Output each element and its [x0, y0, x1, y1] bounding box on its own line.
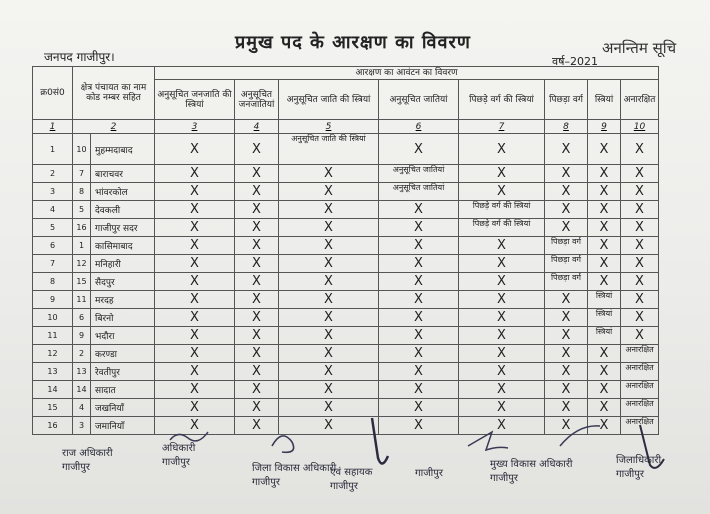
cross-mark: X: [279, 291, 379, 309]
block-name: करण्डा: [91, 345, 155, 363]
table-row: [33, 165, 659, 183]
cross-mark: X: [621, 237, 659, 255]
block-code: 15: [73, 273, 91, 291]
block-code: 14: [73, 381, 91, 399]
cross-mark: X: [621, 291, 659, 309]
cross-mark: X: [379, 291, 459, 309]
table-row: [33, 309, 659, 327]
column-number: 4: [235, 120, 279, 134]
reservation-table: [32, 66, 659, 435]
cross-mark: X: [545, 165, 588, 183]
allocation-group-header: आरक्षण का आवंटन का विवरण: [155, 67, 659, 80]
reserved-category: पिछड़ा वर्ग: [545, 273, 588, 291]
cross-mark: X: [545, 417, 588, 435]
cross-mark: X: [279, 273, 379, 291]
serial-number: 5: [33, 219, 73, 237]
serial-number: 8: [33, 273, 73, 291]
block-name: भांवरकोल: [91, 183, 155, 201]
block-code: 13: [73, 363, 91, 381]
category-header: अनुसूचित जनजातियां: [235, 80, 279, 120]
cross-mark: X: [621, 255, 659, 273]
cross-mark: X: [155, 399, 235, 417]
provisional-status: अनन्तिम सूचि: [602, 39, 677, 57]
reserved-category: अनारक्षित: [621, 399, 659, 417]
block-name: मुहम्मदाबाद: [91, 134, 155, 165]
cross-mark: X: [459, 327, 545, 345]
category-header: अनुसूचित जाति की स्त्रियां: [279, 80, 379, 120]
block-code: 10: [73, 134, 91, 165]
cross-mark: X: [459, 237, 545, 255]
category-header: स्त्रियां: [588, 80, 621, 120]
block-name: सैदपुर: [91, 273, 155, 291]
cross-mark: X: [621, 273, 659, 291]
column-number: 2: [73, 120, 155, 134]
block-code: 6: [73, 309, 91, 327]
cross-mark: X: [459, 291, 545, 309]
signature-title: मुख्य विकास अधिकारी: [490, 459, 573, 470]
cross-mark: X: [545, 183, 588, 201]
table-row: [33, 327, 659, 345]
cross-mark: X: [459, 345, 545, 363]
block-name: मरदह: [91, 291, 155, 309]
block-name: गाजीपुर सदर: [91, 219, 155, 237]
serial-number: 1: [33, 134, 73, 165]
cross-mark: X: [621, 327, 659, 345]
column-number: 9: [588, 120, 621, 134]
block-code: 9: [73, 327, 91, 345]
cross-mark: X: [588, 417, 621, 435]
signature-title: अधिकारी: [162, 443, 196, 454]
cross-mark: X: [379, 219, 459, 237]
reserved-category: अनारक्षित: [621, 381, 659, 399]
official-signature: [490, 456, 573, 484]
cross-mark: X: [459, 165, 545, 183]
signature-place: गाजीपुर: [616, 469, 644, 480]
cross-mark: X: [379, 273, 459, 291]
cross-mark: X: [155, 201, 235, 219]
cross-mark: X: [588, 273, 621, 291]
column-number: 1: [33, 120, 73, 134]
table-row: [33, 201, 659, 219]
column-number: 8: [545, 120, 588, 134]
cross-mark: X: [621, 201, 659, 219]
cross-mark: X: [235, 309, 279, 327]
cross-mark: X: [379, 363, 459, 381]
category-header: अनुसूचित जनजाति की स्त्रियां: [155, 80, 235, 120]
reserved-category: स्त्रियां: [588, 291, 621, 309]
block-code: 7: [73, 165, 91, 183]
cross-mark: X: [155, 237, 235, 255]
cross-mark: X: [279, 399, 379, 417]
cross-mark: X: [588, 399, 621, 417]
column-number: 10: [621, 120, 659, 134]
column-number: 3: [155, 120, 235, 134]
serial-number: 6: [33, 237, 73, 255]
reserved-category: अनुसूचित जातियां: [379, 183, 459, 201]
block-name: रेवतीपुर: [91, 363, 155, 381]
serial-number: 9: [33, 291, 73, 309]
column-number: 5: [279, 120, 379, 134]
cross-mark: X: [379, 255, 459, 273]
table-row: [33, 345, 659, 363]
block-code: 2: [73, 345, 91, 363]
table-row: [33, 381, 659, 399]
block-code: 1: [73, 237, 91, 255]
cross-mark: X: [588, 381, 621, 399]
cross-mark: X: [379, 327, 459, 345]
block-name: देवकली: [91, 201, 155, 219]
table-row: [33, 255, 659, 273]
cross-mark: X: [279, 327, 379, 345]
block-name: मनिहारी: [91, 255, 155, 273]
block-code: 3: [73, 417, 91, 435]
signature-title: जिला विकास अधिकारी: [252, 463, 337, 474]
reserved-category: पिछड़े वर्ग की स्त्रियां: [459, 201, 545, 219]
reserved-category: पिछड़े वर्ग की स्त्रियां: [459, 219, 545, 237]
block-name: सादात: [91, 381, 155, 399]
signature-title: राज अधिकारी: [62, 448, 113, 459]
cross-mark: X: [621, 134, 659, 165]
category-header: अनुसूचित जातियां: [379, 80, 459, 120]
cross-mark: X: [588, 134, 621, 165]
cross-mark: X: [379, 134, 459, 165]
cross-mark: X: [235, 327, 279, 345]
block-name: जमानियाँ: [91, 417, 155, 435]
cross-mark: X: [155, 134, 235, 165]
cross-mark: X: [155, 309, 235, 327]
cross-mark: X: [545, 327, 588, 345]
cross-mark: X: [235, 417, 279, 435]
cross-mark: X: [279, 309, 379, 327]
signature-place: गाजीपुर: [62, 462, 90, 473]
cross-mark: X: [155, 345, 235, 363]
cross-mark: X: [279, 255, 379, 273]
cross-mark: X: [459, 273, 545, 291]
category-header: अनारक्षित: [621, 80, 659, 120]
cross-mark: X: [379, 345, 459, 363]
cross-mark: X: [155, 255, 235, 273]
cross-mark: X: [379, 381, 459, 399]
cross-mark: X: [155, 363, 235, 381]
reserved-category: अनुसूचित जाति की स्त्रियां: [279, 134, 379, 165]
cross-mark: X: [235, 165, 279, 183]
cross-mark: X: [459, 183, 545, 201]
serial-number: 16: [33, 417, 73, 435]
cross-mark: X: [235, 134, 279, 165]
official-signature: [330, 464, 372, 492]
cross-mark: X: [379, 201, 459, 219]
cross-mark: X: [621, 309, 659, 327]
cross-mark: X: [545, 345, 588, 363]
cross-mark: X: [588, 165, 621, 183]
cross-mark: X: [588, 363, 621, 381]
cross-mark: X: [379, 237, 459, 255]
cross-mark: X: [279, 165, 379, 183]
cross-mark: X: [459, 381, 545, 399]
block-code: 16: [73, 219, 91, 237]
block-name: बाराचवर: [91, 165, 155, 183]
cross-mark: X: [235, 345, 279, 363]
block-code: 8: [73, 183, 91, 201]
column-number: 6: [379, 120, 459, 134]
cross-mark: X: [545, 291, 588, 309]
reserved-category: अनारक्षित: [621, 345, 659, 363]
cross-mark: X: [155, 381, 235, 399]
block-name: भदौरा: [91, 327, 155, 345]
serial-number: 7: [33, 255, 73, 273]
cross-mark: X: [155, 183, 235, 201]
cross-mark: X: [459, 417, 545, 435]
block-code: 5: [73, 201, 91, 219]
cross-mark: X: [545, 309, 588, 327]
serial-number-header: क्र0सं0: [33, 67, 73, 120]
cross-mark: X: [235, 183, 279, 201]
cross-mark: X: [279, 201, 379, 219]
cross-mark: X: [459, 363, 545, 381]
cross-mark: X: [235, 255, 279, 273]
cross-mark: X: [155, 165, 235, 183]
block-code: 11: [73, 291, 91, 309]
cross-mark: X: [235, 363, 279, 381]
signature-place: गाजीपुर: [330, 481, 358, 492]
official-signature: [162, 440, 195, 468]
cross-mark: X: [459, 399, 545, 417]
cross-mark: X: [235, 399, 279, 417]
official-signature: [62, 445, 113, 473]
table-row: [33, 219, 659, 237]
cross-mark: X: [235, 201, 279, 219]
cross-mark: X: [155, 327, 235, 345]
serial-number: 3: [33, 183, 73, 201]
table-row: [33, 134, 659, 165]
cross-mark: X: [379, 309, 459, 327]
table-row: [33, 273, 659, 291]
cross-mark: X: [588, 255, 621, 273]
cross-mark: X: [279, 237, 379, 255]
cross-mark: X: [279, 219, 379, 237]
reserved-category: अनुसूचित जातियां: [379, 165, 459, 183]
cross-mark: X: [621, 165, 659, 183]
cross-mark: X: [459, 255, 545, 273]
page-title: प्रमुख पद के आरक्षण का विवरण: [235, 32, 471, 53]
serial-number: 14: [33, 381, 73, 399]
reserved-category: अनारक्षित: [621, 363, 659, 381]
reserved-category: अनारक्षित: [621, 417, 659, 435]
cross-mark: X: [279, 345, 379, 363]
cross-mark: X: [588, 345, 621, 363]
block-code: 12: [73, 255, 91, 273]
table-row: [33, 363, 659, 381]
serial-number: 13: [33, 363, 73, 381]
table-row: [33, 291, 659, 309]
table-row: [33, 399, 659, 417]
cross-mark: X: [545, 381, 588, 399]
block-name-header: क्षेत्र पंचायत का नाम कोड नम्बर सहित: [73, 67, 155, 120]
cross-mark: X: [235, 291, 279, 309]
cross-mark: X: [279, 363, 379, 381]
table-row: [33, 417, 659, 435]
serial-number: 15: [33, 399, 73, 417]
signature-place: गाजीपुर: [252, 477, 280, 488]
reserved-category: पिछड़ा वर्ग: [545, 255, 588, 273]
block-code: 4: [73, 399, 91, 417]
signature-title: एवं सहायक: [330, 467, 373, 478]
cross-mark: X: [279, 183, 379, 201]
cross-mark: X: [235, 237, 279, 255]
signature-title: गाजीपुर: [415, 468, 443, 479]
cross-mark: X: [545, 219, 588, 237]
cross-mark: X: [379, 417, 459, 435]
cross-mark: X: [235, 273, 279, 291]
cross-mark: X: [155, 219, 235, 237]
cross-mark: X: [279, 381, 379, 399]
district-label: जनपद गाजीपुर।: [44, 50, 115, 64]
official-signature: [252, 460, 336, 488]
official-signature: [415, 465, 443, 479]
official-signature: [616, 452, 661, 480]
category-header: पिछड़े वर्ग की स्त्रियां: [459, 80, 545, 120]
cross-mark: X: [545, 363, 588, 381]
serial-number: 10: [33, 309, 73, 327]
signature-title: जिलाधिकारी: [616, 455, 662, 466]
cross-mark: X: [588, 237, 621, 255]
signature-place: गाजीपुर: [162, 457, 190, 468]
reserved-category: स्त्रियां: [588, 327, 621, 345]
cross-mark: X: [279, 417, 379, 435]
cross-mark: X: [459, 309, 545, 327]
cross-mark: X: [155, 291, 235, 309]
cross-mark: X: [459, 134, 545, 165]
cross-mark: X: [621, 183, 659, 201]
cross-mark: X: [155, 417, 235, 435]
block-name: कासिमाबाद: [91, 237, 155, 255]
cross-mark: X: [588, 183, 621, 201]
serial-number: 12: [33, 345, 73, 363]
cross-mark: X: [235, 381, 279, 399]
cross-mark: X: [155, 273, 235, 291]
table-row: [33, 183, 659, 201]
serial-number: 11: [33, 327, 73, 345]
block-name: जखनियाँ: [91, 399, 155, 417]
reserved-category: स्त्रियां: [588, 309, 621, 327]
category-header: पिछड़ा वर्ग: [545, 80, 588, 120]
year-label: वर्ष–2021: [552, 55, 598, 68]
table-row: [33, 237, 659, 255]
block-name: बिरनो: [91, 309, 155, 327]
cross-mark: X: [588, 201, 621, 219]
serial-number: 4: [33, 201, 73, 219]
cross-mark: X: [545, 399, 588, 417]
serial-number: 2: [33, 165, 73, 183]
cross-mark: X: [621, 219, 659, 237]
cross-mark: X: [379, 399, 459, 417]
cross-mark: X: [235, 219, 279, 237]
cross-mark: X: [588, 219, 621, 237]
cross-mark: X: [545, 134, 588, 165]
signature-place: गाजीपुर: [490, 473, 518, 484]
cross-mark: X: [545, 201, 588, 219]
column-number: 7: [459, 120, 545, 134]
reserved-category: पिछड़ा वर्ग: [545, 237, 588, 255]
